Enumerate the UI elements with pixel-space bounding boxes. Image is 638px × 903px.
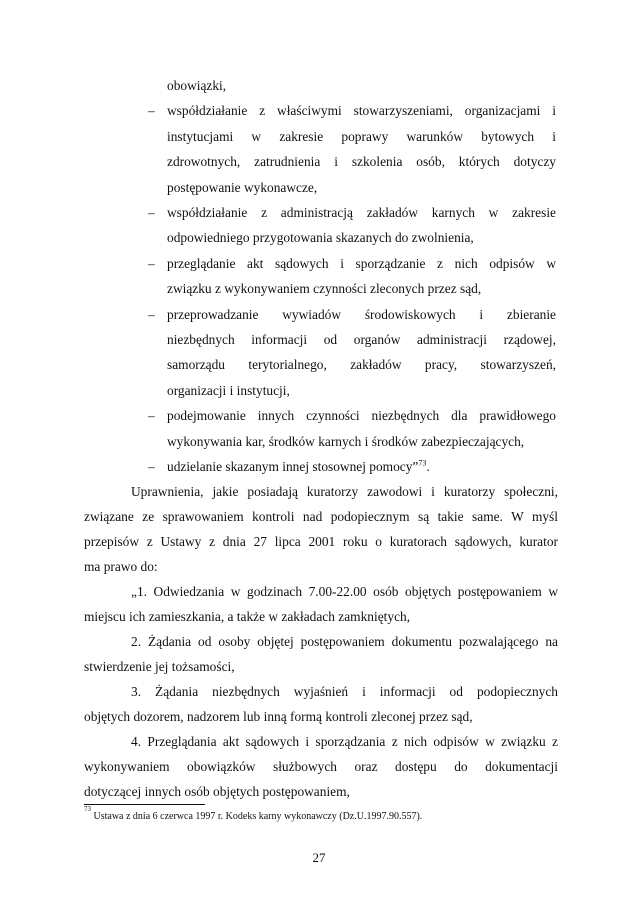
list-line: obowiązki, [167, 78, 227, 93]
list-dash: – [148, 205, 155, 220]
footnote-separator [84, 804, 205, 805]
list-line: samorządu terytorialnego, zakładów pracy, stowarzyszeń, [167, 357, 556, 373]
body-line: „1. Odwiedzania w godzinach 7.00-22.00 osób objętych postępowaniem w [131, 584, 558, 599]
list-line [167, 458, 430, 476]
body-line: 4. Przeglądania akt sądowych i sporządzania z nich odpisów w związku z [131, 734, 558, 749]
body-line: objętych dozorem, nadzorem lub inną formą kontroli zleconej przez sąd, [84, 709, 473, 724]
list-line: podejmowanie innych czynności niezbędnych dla prawidłowego [167, 408, 556, 424]
body-line: dotyczącej innych osób objętych postępowaniem, [84, 784, 350, 799]
body-line: wykonywaniem obowiązków służbowych oraz dostępu do dokumentacji [84, 759, 558, 774]
body-line: przepisów z Ustawy z dnia 27 lipca 2001 roku o kuratorach sądowych, kurator [84, 534, 558, 549]
footnote-text: Ustawa z dnia 6 czerwca 1997 r. Kodeks karny wykonawczy (Dz.U.1997.90.557). [91, 811, 423, 822]
list-dash: – [148, 459, 155, 474]
body-line: miejscu ich zamieszkania, a także w zakładach zamkniętych, [84, 609, 411, 624]
list-dash: – [148, 103, 155, 119]
list-line: współdziałanie z administracją zakładów karnych w zakresie [167, 205, 556, 220]
list-line: współdziałanie z właściwymi stowarzyszeniami, organizacjami i [167, 103, 556, 119]
footnote [84, 805, 423, 823]
list-line: organizacji i instytucji, [167, 382, 290, 398]
list-line: niezbędnych informacji od organów administracji rządowej, [167, 332, 556, 347]
list-line: związku z wykonywaniem czynności zleconych przez sąd, [167, 281, 482, 297]
list-line-text: udzielanie skazanym innej stosownej pomocy” [167, 459, 419, 474]
list-dash: – [148, 306, 155, 322]
body-line: ma prawo do: [84, 559, 158, 574]
body-line: 3. Żądania niezbędnych wyjaśnień i informacji od podopiecznych [131, 684, 558, 699]
list-line: przeprowadzanie wywiadów środowiskowych i zbieranie [167, 306, 556, 322]
list-line-end: . [426, 459, 430, 474]
list-line: postępowanie wykonawcze, [167, 179, 318, 195]
list-dash: – [148, 255, 155, 271]
footnote-ref: 73 [418, 458, 427, 468]
list-dash: – [148, 408, 155, 424]
list-line: zdrowotnych, zatrudnienia i szkolenia osób, których dotyczy [167, 154, 556, 170]
page-number: 27 [312, 850, 326, 865]
body-line: Uprawnienia, jakie posiadają kuratorzy zawodowi i kuratorzy społeczni, [131, 484, 558, 499]
list-line: odpowiedniego przygotowania skazanych do zwolnienia, [167, 230, 474, 246]
body-line: związane ze sprawowaniem kontroli nad podopiecznym są takie same. W myśl [84, 509, 558, 524]
list-line: instytucjami w zakresie poprawy warunków bytowych i [167, 128, 556, 144]
body-line: stwierdzenie jej tożsamości, [84, 659, 235, 674]
list-line: wykonywania kar, środków karnych i środków zabezpieczających, [167, 433, 525, 449]
list-line: przeglądanie akt sądowych i sporządzanie z nich odpisów w [167, 255, 556, 271]
body-line: 2. Żądania od osoby objętej postępowaniem dokumentu pozwalającego na [131, 634, 558, 649]
footnote-number: 73 [84, 805, 91, 813]
